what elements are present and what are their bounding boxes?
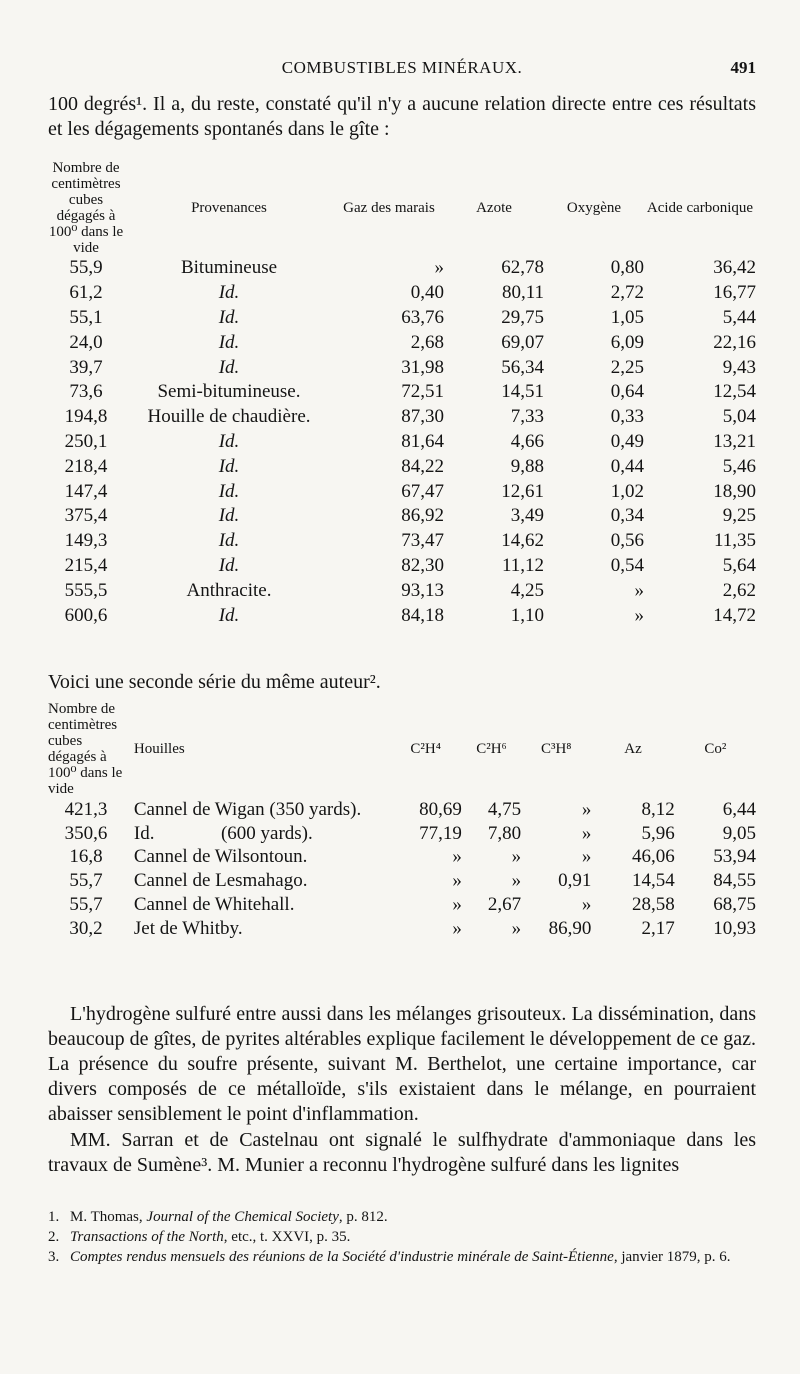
table-row [48, 355, 756, 380]
table-row [48, 822, 756, 846]
cell-volume: 250,1 [64, 430, 108, 452]
cell-provenance: Id. [218, 430, 240, 452]
cell-volume: 555,5 [64, 579, 108, 601]
cell-oxygene: 1,02 [610, 480, 644, 502]
cell-oxygene: » [634, 579, 644, 601]
footnote-number: 1. [48, 1209, 60, 1225]
cell-ch4: » [452, 894, 462, 916]
running-head [48, 58, 756, 82]
table-row [48, 798, 756, 822]
table-row [48, 281, 756, 306]
table-body [48, 798, 756, 941]
cell-provenance: Id. [218, 604, 240, 626]
header-provenance: Provenances [191, 200, 267, 216]
cell-houille: Id. (600 yards). [133, 822, 313, 844]
cell-ch4: 77,19 [419, 822, 462, 844]
cell-gaz-des-marais: 84,22 [401, 455, 444, 477]
cell-co2: 53,94 [713, 846, 756, 868]
header-c2h6: C²H⁶ [476, 741, 507, 757]
paragraph-sulfhydrate: MM. Sarran et de Castelnau ont signalé le sulfhydrate d'ammoniaque dans les travaux de Sumène³. M. Munier a reconnu l'hydrogène sulfuré dans les lignites [48, 1129, 756, 1176]
cell-oxygene: 0,64 [610, 381, 644, 403]
paragraph-second-series: Voici une seconde série du même auteur². [48, 671, 381, 693]
cell-provenance: Bitumineuse [180, 257, 278, 279]
cell-c2h6: » [511, 917, 522, 939]
cell-azote: 2,17 [641, 917, 675, 939]
header-c3h8: C³H⁸ [540, 741, 572, 757]
header-volume: Nombre de centimètres cubes dégagés à 100⁰ dans le vide [48, 701, 123, 797]
cell-volume: 55,1 [69, 306, 103, 328]
cell-co2: 6,44 [722, 798, 756, 820]
cell-volume: 194,8 [64, 406, 108, 428]
cell-azote: 4,66 [510, 430, 544, 452]
cell-co2: 84,55 [713, 870, 756, 892]
cell-volume: 215,4 [64, 554, 108, 576]
cell-azote: 8,12 [641, 798, 675, 820]
cell-oxygene: 0,80 [610, 257, 644, 279]
cell-gaz-des-marais: 84,18 [401, 604, 444, 626]
cell-acide-carbonique: 5,46 [722, 455, 756, 477]
cell-acide-carbonique: 9,25 [722, 505, 756, 527]
cell-gaz-des-marais: 82,30 [401, 554, 444, 576]
cell-c2h6: 2,67 [487, 894, 522, 916]
cell-provenance: Id. [218, 530, 240, 552]
cell-volume: 73,6 [69, 381, 103, 403]
cell-c3h8: 86,90 [548, 917, 592, 939]
header-az: Az [624, 741, 642, 757]
cell-azote: 14,51 [501, 381, 544, 403]
cell-azote: 62,78 [501, 257, 544, 279]
cell-volume: 16,8 [69, 846, 103, 868]
paragraph-intro: 100 degrés¹. Il a, du reste, constaté qu'il n'y a aucune relation directe entre ces résultats et les dégagements spontanés dans le gîte : [48, 93, 756, 140]
cell-provenance: Id. [218, 554, 240, 576]
cell-acide-carbonique: 22,16 [713, 331, 756, 353]
footnotes [48, 1207, 756, 1267]
cell-volume: 149,3 [64, 530, 108, 552]
cell-volume: 55,7 [69, 894, 103, 916]
cell-azote: 28,58 [632, 894, 675, 916]
table-row [48, 893, 756, 917]
cell-houille: Cannel de Wigan (350 yards). [133, 798, 362, 820]
header-gaz: Gaz des marais [343, 200, 435, 216]
paragraph-hydrogene-sulfure: L'hydrogène sulfuré entre aussi dans les mélanges grisouteux. La dissémination, dans beaucoup de gîtes, de pyrites altérables explique facilement le développement de ce gaz. La présence du soufre présente, suivant M. Berthelot, une certaine importance, car divers composés de ce métalloïde, s'ils existaient dans le mélange, en pourraient abaisser sensiblement le point d'inflammation. [48, 1003, 756, 1125]
cell-gaz-des-marais: 86,92 [401, 505, 444, 527]
cell-azote: 46,06 [632, 846, 675, 868]
cell-ch4: » [452, 870, 462, 892]
cell-azote: 9,88 [510, 455, 544, 477]
cell-acide-carbonique: 5,04 [722, 406, 756, 428]
cell-c3h8: » [581, 894, 592, 916]
cell-c2h6: » [511, 870, 522, 892]
cell-ch4: » [452, 846, 462, 868]
cell-gaz-des-marais: 72,51 [401, 381, 444, 403]
cell-gaz-des-marais: 63,76 [401, 306, 444, 328]
cell-gaz-des-marais: 0,40 [410, 282, 444, 304]
cell-houille: Jet de Whitby. [133, 917, 243, 939]
header-oxygene: Oxygène [566, 200, 622, 216]
cell-gaz-des-marais: 2,68 [410, 331, 444, 353]
cell-gaz-des-marais: 73,47 [401, 530, 444, 552]
cell-volume: 39,7 [69, 356, 103, 378]
cell-acide-carbonique: 18,90 [713, 480, 756, 502]
table-row [48, 554, 756, 579]
cell-acide-carbonique: 11,35 [713, 530, 756, 552]
cell-volume: 24,0 [69, 331, 103, 353]
table-row [48, 578, 756, 603]
table-row [48, 603, 756, 628]
cell-provenance: Id. [218, 356, 240, 378]
cell-oxygene: 0,33 [610, 406, 644, 428]
cell-gaz-des-marais: 31,98 [401, 356, 444, 378]
cell-azote: 12,61 [501, 480, 544, 502]
cell-volume: 30,2 [69, 917, 103, 939]
cell-provenance: Houille de chaudière. [147, 406, 311, 428]
cell-azote: 11,12 [501, 554, 544, 576]
cell-oxygene: 6,09 [610, 331, 644, 353]
cell-azote: 29,75 [501, 306, 544, 328]
table-row [48, 504, 756, 529]
header-acide: Acide carbonique [646, 200, 754, 216]
cell-gaz-des-marais: 67,47 [401, 480, 444, 502]
cell-ch4: » [452, 917, 462, 939]
cell-gaz-des-marais: 81,64 [401, 430, 444, 452]
footnote [48, 1227, 756, 1247]
header-houilles: Houilles [133, 741, 185, 757]
cell-c2h6: 7,80 [487, 822, 522, 844]
table-header-row [48, 160, 756, 256]
cell-azote: 80,11 [501, 282, 544, 304]
running-title: COMBUSTIBLES MINÉRAUX. [281, 58, 523, 77]
cell-oxygene: 2,72 [610, 282, 644, 304]
footnote-number: 2. [48, 1229, 60, 1245]
footnote-text: , etc., t. XXVI, p. 35. [223, 1229, 351, 1245]
cell-provenance: Id. [218, 306, 240, 328]
cell-c3h8: » [581, 798, 592, 820]
cell-houille: Cannel de Lesmahago. [133, 870, 308, 892]
cell-acide-carbonique: 5,64 [722, 554, 756, 576]
cell-acide-carbonique: 13,21 [713, 430, 756, 452]
cell-azote: 69,07 [501, 331, 544, 353]
cell-acide-carbonique: 36,42 [713, 257, 756, 279]
footnote-text: , janvier 1879, p. 6. [613, 1249, 731, 1265]
cell-provenance: Id. [218, 455, 240, 477]
cell-oxygene: » [634, 604, 644, 626]
table-row [48, 529, 756, 554]
cell-oxygene: 2,25 [610, 356, 644, 378]
table-row [48, 380, 756, 405]
table-row [48, 306, 756, 331]
cell-gaz-des-marais: » [434, 257, 444, 279]
table-header-row [48, 700, 756, 798]
cell-provenance: Id. [218, 505, 240, 527]
header-volume: Nombre de centimètres cubes dégagés à 100⁰ dans le vide [48, 160, 124, 256]
cell-houille: Cannel de Wilsontoun. [133, 846, 308, 868]
cell-c3h8: » [581, 846, 592, 868]
cell-volume: 147,4 [64, 480, 108, 502]
footnote-source: Journal of the Chemical Society [146, 1209, 339, 1225]
table-row [48, 846, 756, 870]
cell-c2h6: » [511, 846, 522, 868]
cell-provenance: Id. [218, 331, 240, 353]
cell-provenance: Semi-bitumineuse. [157, 381, 301, 403]
cell-oxygene: 0,56 [610, 530, 644, 552]
cell-volume: 350,6 [64, 822, 108, 844]
cell-oxygene: 0,49 [610, 430, 644, 452]
cell-acide-carbonique: 5,44 [722, 306, 756, 328]
cell-oxygene: 0,34 [610, 505, 644, 527]
cell-provenance: Id. [218, 480, 240, 502]
footnote [48, 1247, 756, 1267]
cell-acide-carbonique: 9,43 [722, 356, 756, 378]
cell-co2: 10,93 [713, 917, 756, 939]
cell-ch4: 80,69 [419, 798, 462, 820]
table-first-series [48, 160, 756, 628]
footnote-text: , p. 812. [338, 1209, 388, 1225]
cell-oxygene: 0,44 [610, 455, 644, 477]
cell-volume: 55,7 [69, 870, 103, 892]
table-second-series [48, 700, 756, 941]
page-number: 491 [730, 58, 756, 77]
cell-acide-carbonique: 14,72 [713, 604, 756, 626]
cell-azote: 4,25 [510, 579, 544, 601]
cell-volume: 600,6 [64, 604, 108, 626]
cell-azote: 7,33 [510, 406, 544, 428]
table-row [48, 917, 756, 941]
cell-azote: 5,96 [641, 822, 675, 844]
cell-azote: 14,62 [501, 530, 544, 552]
table-row [48, 454, 756, 479]
cell-oxygene: 0,54 [610, 554, 644, 576]
cell-azote: 1,10 [510, 604, 544, 626]
table-row [48, 330, 756, 355]
footnote-number: 3. [48, 1249, 60, 1265]
cell-acide-carbonique: 16,77 [713, 282, 756, 304]
table-row [48, 869, 756, 893]
table-row [48, 256, 756, 281]
cell-volume: 218,4 [64, 455, 108, 477]
cell-acide-carbonique: 12,54 [713, 381, 756, 403]
cell-azote: 56,34 [501, 356, 544, 378]
cell-volume: 375,4 [64, 505, 108, 527]
cell-c3h8: » [581, 822, 592, 844]
footnote-text: M. Thomas, [70, 1209, 147, 1225]
table-body [48, 256, 756, 628]
cell-c3h8: 0,91 [558, 870, 592, 892]
cell-volume: 55,9 [69, 257, 103, 279]
table-row [48, 405, 756, 430]
table-row [48, 430, 756, 455]
header-co2: Co² [704, 741, 727, 757]
cell-co2: 9,05 [722, 822, 756, 844]
cell-acide-carbonique: 2,62 [722, 579, 756, 601]
footnote [48, 1207, 756, 1227]
cell-co2: 68,75 [713, 894, 756, 916]
header-ch4: C²H⁴ [410, 741, 441, 757]
table-row [48, 479, 756, 504]
cell-gaz-des-marais: 87,30 [401, 406, 444, 428]
header-azote: Azote [476, 200, 512, 216]
footnote-source: Comptes rendus mensuels des réunions de la Société d'industrie minérale de Saint-Étienne [70, 1249, 614, 1265]
cell-azote: 3,49 [510, 505, 544, 527]
cell-oxygene: 1,05 [610, 306, 644, 328]
cell-volume: 61,2 [69, 282, 103, 304]
cell-provenance: Id. [218, 282, 240, 304]
cell-houille: Cannel de Whitehall. [133, 894, 295, 916]
cell-volume: 421,3 [64, 798, 108, 820]
cell-provenance: Anthracite. [186, 579, 272, 601]
footnote-source: Transactions of the North [70, 1229, 224, 1245]
cell-gaz-des-marais: 93,13 [401, 579, 444, 601]
cell-c2h6: 4,75 [487, 798, 522, 820]
cell-azote: 14,54 [632, 870, 675, 892]
